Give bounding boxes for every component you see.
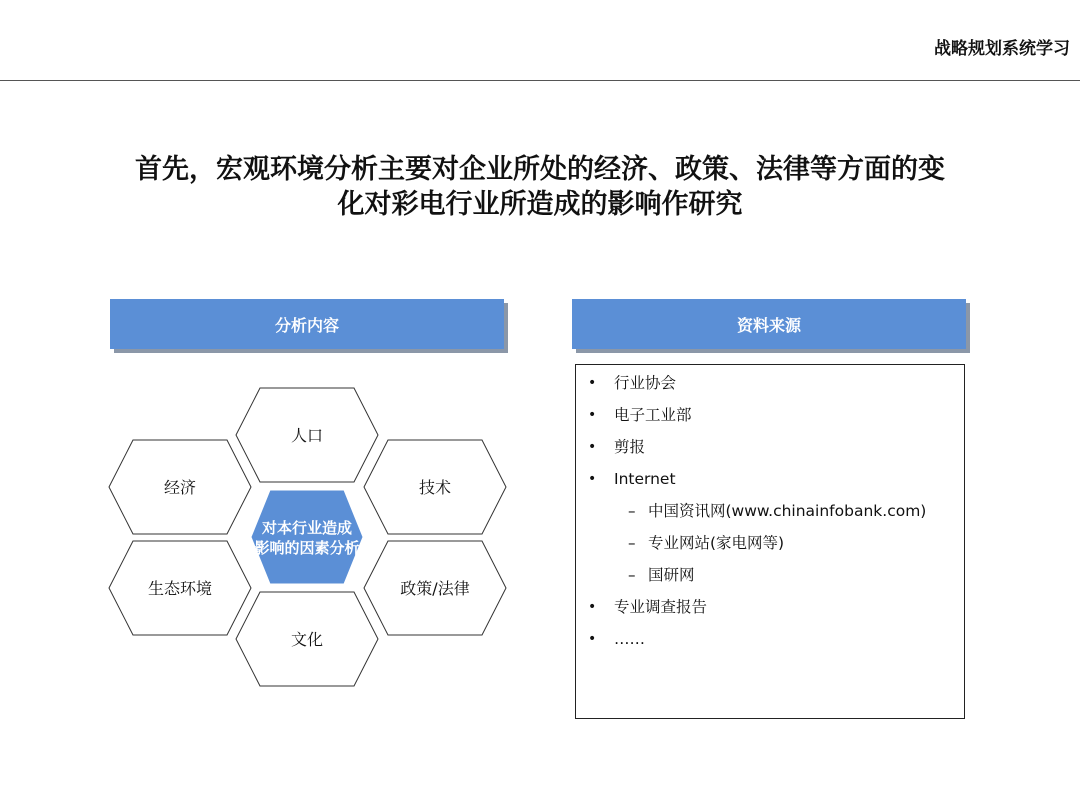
main-heading-line-1: 首先，宏观环境分析主要对企业所处的经济、政策、法律等方面的变 [135,154,945,185]
source-subitem: – 专业网站(家电网等) [576,530,964,562]
factor-hexagon-diagram [100,380,520,695]
main-heading [60,152,1020,222]
hex-economy [109,440,251,534]
sources-list [576,370,964,658]
header-title: 战略规划系统学习 [934,39,1070,59]
hex-center-label-line-2: 影响的因素分析 [254,539,360,557]
hex-technology [364,440,506,534]
header-divider [0,80,1080,81]
hex-policy-law [364,541,506,635]
source-item: • 剪报 [576,434,964,466]
sources-section-header: 资料来源 [572,299,966,349]
source-item: • Internet [576,466,964,498]
source-item: • 专业调查报告 [576,594,964,626]
hex-ecology-label: 生态环境 [147,579,213,598]
source-item: • 行业协会 [576,370,964,402]
hex-center [251,490,363,584]
main-heading-line-2: 化对彩电行业所造成的影响作研究 [337,189,743,220]
hex-culture [236,592,378,686]
source-item: • 电子工业部 [576,402,964,434]
hex-policy-law-label: 政策/法律 [400,579,470,598]
source-subitem: – 国研网 [576,562,964,594]
hex-economy-label: 经济 [163,478,197,497]
hex-ecology [109,541,251,635]
hex-technology-label: 技术 [418,478,452,497]
source-item: • …… [576,626,964,658]
hex-population [236,388,378,482]
source-subitem: – 中国资讯网(www.chinainfobank.com) [576,498,964,530]
analysis-section-header: 分析内容 [110,299,504,349]
hex-population-label: 人口 [290,426,324,445]
hex-center-label-line-1: 对本行业造成 [261,519,353,537]
sources-list-box [575,364,965,719]
hex-culture-label: 文化 [290,630,324,649]
